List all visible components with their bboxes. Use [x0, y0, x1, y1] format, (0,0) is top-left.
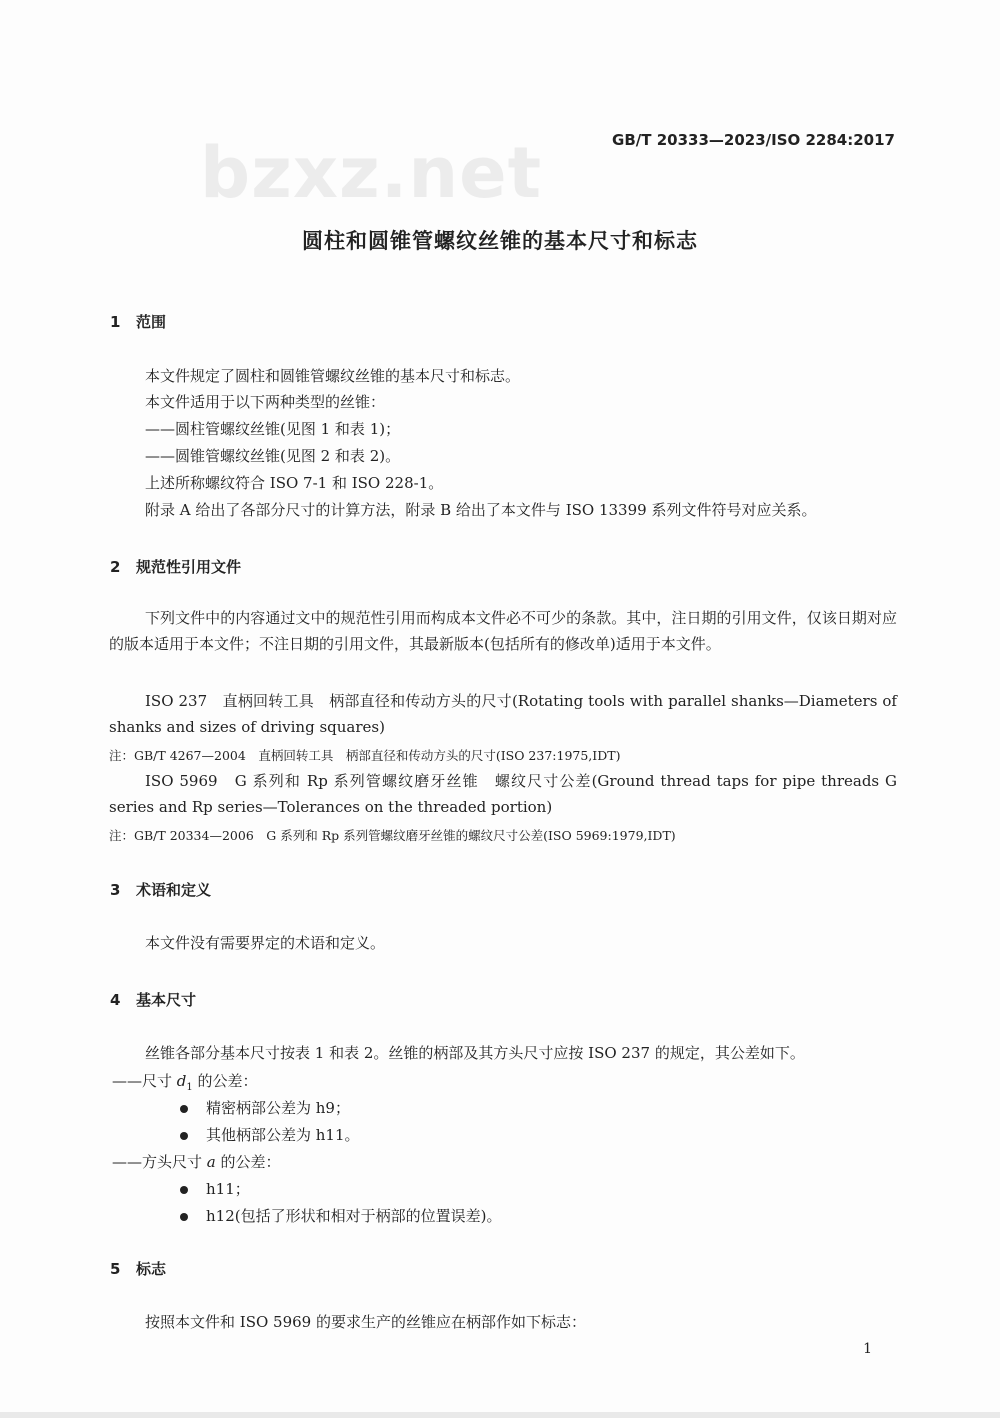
bullet-item — [180, 1205, 501, 1226]
section-1-heading — [110, 311, 166, 332]
section-title: 范围 — [136, 313, 167, 331]
list-suffix: 的公差： — [215, 1153, 281, 1171]
standard-number: GB/T 20333—2023/ISO 2284:2017 — [612, 131, 895, 149]
section-title: 基本尺寸 — [136, 991, 197, 1009]
paragraph: 下列文件中的内容通过文中的规范性引用而构成本文件必不可少的条款。其中，注日期的引用文件，仅该日期对应的版本适用于本文件；不注日期的引用文件，其最新版本(包括所有的修改单)适用于本文件。 — [109, 609, 897, 653]
paragraph: 上述所称螺纹符合 ISO 7-1 和 ISO 228-1。 — [145, 474, 444, 492]
bullet-icon — [180, 1186, 188, 1194]
paragraph: 本文件没有需要界定的术语和定义。 — [145, 934, 386, 952]
paragraph: 丝锥各部分基本尺寸按表 1 和表 2。丝锥的柄部及其方头尺寸应按 ISO 237 的规定，其公差如下。 — [145, 1044, 805, 1062]
bullet-icon — [180, 1213, 188, 1221]
section-4-heading — [110, 989, 196, 1010]
bullet-item — [180, 1124, 360, 1145]
list-suffix: 的公差： — [192, 1072, 258, 1090]
list-item: ——圆锥管螺纹丝锥(见图 2 和表 2)。 — [145, 447, 401, 465]
bullet-icon — [180, 1105, 188, 1113]
symbol-subscript: 1 — [186, 1082, 193, 1093]
bullet-item — [180, 1097, 350, 1118]
section-number: 1 — [110, 313, 121, 331]
reference-note: 注：GB/T 20334—2006 G 系列和 Rp 系列管螺纹磨牙丝锥的螺纹尺寸公差(ISO 5969:1979,IDT) — [109, 828, 676, 843]
list-prefix: ——尺寸 — [112, 1072, 177, 1090]
list-item — [112, 1151, 281, 1172]
section-title: 规范性引用文件 — [136, 558, 242, 576]
bullet-item — [180, 1178, 250, 1199]
page-number: 1 — [863, 1341, 872, 1357]
normative-reference: ISO 5969 G 系列和 Rp 系列管螺纹磨牙丝锥 螺纹尺寸公差(Ground thread taps for pipe threads G series and Rp series—Tolerances on the threaded portion) — [109, 772, 897, 816]
paragraph: 本文件规定了圆柱和圆锥管螺纹丝锥的基本尺寸和标志。 — [145, 367, 521, 385]
list-prefix: ——方头尺寸 — [112, 1153, 207, 1171]
paragraph: 本文件适用于以下两种类型的丝锥： — [145, 393, 386, 411]
section-number: 4 — [110, 991, 121, 1009]
section-number: 5 — [110, 1260, 121, 1278]
section-number: 3 — [110, 881, 121, 899]
bullet-text: 其他柄部公差为 h11。 — [206, 1126, 360, 1144]
reference-note: 注：GB/T 4267—2004 直柄回转工具 柄部直径和传动方头的尺寸(ISO 237:1975,IDT) — [109, 748, 621, 763]
bullet-text: 精密柄部公差为 h9； — [206, 1099, 350, 1117]
bullet-icon — [180, 1132, 188, 1140]
bullet-text: h11； — [206, 1180, 250, 1198]
symbol-a: a — [206, 1153, 216, 1171]
list-item: ——圆柱管螺纹丝锥(见图 1 和表 1)； — [145, 420, 401, 438]
paragraph: 按照本文件和 ISO 5969 的要求生产的丝锥应在柄部作如下标志： — [145, 1313, 586, 1331]
section-number: 2 — [110, 558, 121, 576]
section-title: 标志 — [136, 1260, 167, 1278]
section-2-heading — [110, 556, 241, 577]
list-item — [112, 1070, 258, 1093]
section-5-heading — [110, 1258, 166, 1279]
document-title: 圆柱和圆锥管螺纹丝锥的基本尺寸和标志 — [302, 229, 698, 253]
page-edge — [0, 1412, 1000, 1418]
paragraph: 附录 A 给出了各部分尺寸的计算方法，附录 B 给出了本文件与 ISO 13399 系列文件符号对应关系。 — [145, 501, 817, 519]
section-title: 术语和定义 — [136, 881, 212, 899]
section-3-heading — [110, 879, 211, 900]
normative-reference: ISO 237 直柄回转工具 柄部直径和传动方头的尺寸(Rotating tools with parallel shanks—Diameters of shanks and sizes of driving squares) — [109, 692, 897, 736]
watermark: bzxz.net — [200, 132, 543, 214]
symbol-d: d — [176, 1072, 187, 1090]
bullet-text: h12(包括了形状和相对于柄部的位置误差)。 — [206, 1207, 502, 1225]
